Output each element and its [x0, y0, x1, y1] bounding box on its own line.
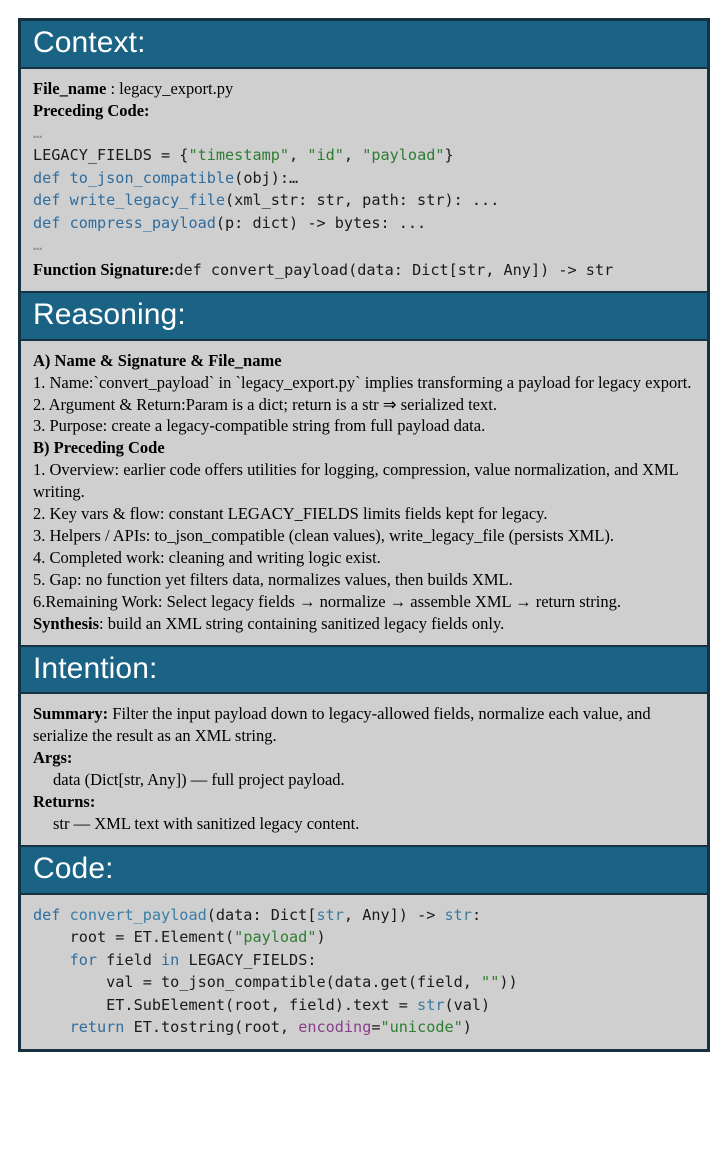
- code-token: def: [33, 191, 70, 210]
- code-token: ET.tostring(root,: [124, 1018, 299, 1037]
- section-intention: [21, 645, 707, 845]
- reasoning-heading: A) Name & Signature & File_name: [33, 350, 282, 370]
- reasoning-item: 4. Completed work: cleaning and writing logic exist.: [33, 548, 381, 568]
- code-token: [: [307, 905, 317, 924]
- file-name-line: [33, 78, 695, 100]
- code-token: for: [69, 950, 98, 969]
- code-token: …: [33, 236, 43, 255]
- synthesis-text: : build an XML string containing sanitized legacy fields only.: [99, 613, 505, 633]
- reasoning-item: 2. Argument & Return:Param is a dict; return is a str ⇒ serialized text.: [33, 394, 497, 414]
- code-line: [33, 234, 695, 257]
- summary-text: Filter the input payload down to legacy-allowed fields, normalize each value, and serialize the result as an XML string.: [33, 704, 651, 746]
- reasoning-item: 1. Overview: earlier code offers utilities for logging, compression, value normalization, and XML writing.: [33, 460, 679, 502]
- summary-label: Summary:: [33, 704, 109, 724]
- code-line: [33, 212, 695, 235]
- code-token: str: [444, 905, 472, 924]
- returns-text: str — XML text with sanitized legacy content.: [53, 814, 360, 834]
- code-token: "payload": [362, 146, 445, 165]
- code-line: [33, 904, 695, 927]
- function-signature-code: def convert_payload(data: Dict[str, Any]) -> str: [174, 260, 614, 279]
- code-token: def: [33, 905, 70, 924]
- returns-value: [33, 813, 695, 835]
- code-token: LEGACY_FIELDS:: [179, 950, 317, 969]
- code-token: (val): [444, 995, 491, 1014]
- code-token: )): [499, 973, 518, 992]
- reasoning-item: 1. Name:`convert_payload` in `legacy_export.py` implies transforming a payload for legacy export.: [33, 372, 692, 392]
- code-body: [21, 895, 707, 1049]
- code-token: ): [316, 928, 326, 947]
- code-token: return: [69, 1018, 125, 1037]
- reasoning-body: [21, 341, 707, 645]
- reasoning-item: 2. Key vars & flow: constant LEGACY_FIELDS limits fields kept for legacy.: [33, 504, 548, 524]
- reasoning-item: 5. Gap: no function yet filters data, normalizes values, then builds XML.: [33, 570, 513, 590]
- section-code: [21, 845, 707, 1049]
- intention-title: Intention:: [33, 651, 158, 685]
- args-text: data (Dict[str, Any]) — full project payload.: [53, 770, 345, 790]
- preceding-code-label: Preceding Code:: [33, 100, 150, 120]
- code-token: to_json_compatible: [69, 168, 235, 187]
- context-title: Context:: [33, 26, 146, 59]
- function-signature-label: Function Signature:: [33, 259, 175, 279]
- code-token: [33, 1018, 70, 1036]
- code-token: field: [97, 950, 162, 969]
- context-body: [21, 69, 707, 291]
- reasoning-lines: [33, 350, 695, 613]
- code-token: ): [462, 1018, 472, 1037]
- code-line: [33, 1016, 695, 1039]
- code-token: val = to_json_compatible(data.get(field,: [33, 973, 482, 992]
- code-token: "unicode": [380, 1018, 463, 1037]
- code-token: root = ET.Element(: [33, 928, 235, 947]
- code-token: (xml_str: str, path: str): ...: [225, 191, 500, 210]
- reasoning-item: 3. Purpose: create a legacy-compatible string from full payload data.: [33, 416, 486, 436]
- intention-header: [21, 645, 707, 695]
- code-token: (obj):…: [234, 168, 299, 187]
- code-token: "timestamp": [188, 146, 290, 165]
- code-line: [33, 994, 695, 1017]
- code-title: Code:: [33, 852, 114, 886]
- code-line: [33, 144, 695, 167]
- code-line: [33, 949, 695, 972]
- reasoning-item: 3. Helpers / APIs: to_json_compatible (clean values), write_legacy_file (persists XML).: [33, 526, 615, 546]
- code-token: in: [161, 950, 180, 969]
- context-header: [21, 21, 707, 69]
- code-token: (data:: [206, 905, 271, 924]
- code-token: def: [33, 213, 70, 232]
- code-token: convert_payload: [69, 905, 207, 924]
- code-line: [33, 971, 695, 994]
- code-line: [33, 926, 695, 949]
- code-line: [33, 189, 695, 212]
- args-value: [33, 769, 695, 791]
- returns-label: Returns:: [33, 792, 96, 812]
- intention-body: [21, 694, 707, 845]
- code-block: [33, 904, 695, 1039]
- code-header: [21, 845, 707, 895]
- file-name-separator: :: [106, 78, 120, 98]
- code-token: "id": [307, 146, 344, 165]
- code-token: (p: dict) -> bytes: ...: [215, 213, 427, 232]
- code-token: str: [417, 995, 445, 1014]
- code-token: compress_payload: [69, 213, 216, 232]
- context-code-block: [33, 122, 695, 257]
- code-token: [33, 951, 70, 969]
- prompt-panel: [18, 18, 710, 1052]
- code-token: ET.SubElement(root, field).text =: [33, 995, 418, 1014]
- code-token: def: [33, 168, 70, 187]
- reasoning-heading: B) Preceding Code: [33, 438, 165, 458]
- section-reasoning: [21, 291, 707, 645]
- reasoning-title: Reasoning:: [33, 298, 186, 332]
- code-token: Dict: [270, 905, 308, 924]
- section-context: [21, 21, 707, 291]
- code-token: str: [316, 905, 344, 924]
- code-line: [33, 167, 695, 190]
- reasoning-item: 6.Remaining Work: Select legacy fields → normalize → assemble XML → return string.: [33, 591, 621, 611]
- file-name-value: legacy_export.py: [119, 78, 234, 98]
- function-signature-line: [33, 259, 695, 281]
- code-token: "payload": [234, 928, 317, 947]
- code-token: LEGACY_FIELDS = {: [33, 146, 189, 165]
- code-token: =: [371, 1018, 381, 1037]
- code-token: }: [444, 146, 454, 165]
- code-token: encoding: [298, 1018, 372, 1037]
- intention-summary-line: [33, 703, 695, 747]
- args-label: Args:: [33, 748, 73, 768]
- file-name-label: File_name: [33, 78, 107, 98]
- code-line: [33, 122, 695, 145]
- code-token: ,: [343, 146, 363, 165]
- code-token: ,: [289, 146, 308, 165]
- code-token: , Any]) ->: [343, 905, 445, 924]
- code-token: "": [481, 973, 500, 992]
- code-token: …: [33, 123, 43, 142]
- code-token: :: [471, 905, 482, 924]
- synthesis-label: Synthesis: [33, 613, 100, 633]
- reasoning-header: [21, 291, 707, 341]
- code-token: write_legacy_file: [69, 191, 226, 210]
- reasoning-synthesis-line: [33, 613, 695, 635]
